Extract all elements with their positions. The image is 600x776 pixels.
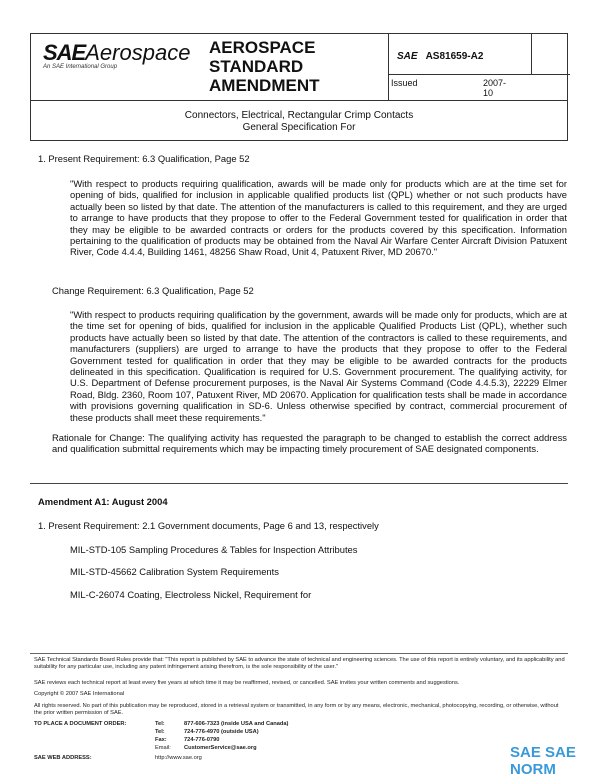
sae-small-logo: SAE [397,51,418,62]
title-line: AEROSPACE [209,38,316,57]
logo-subtitle: An SAE International Group [43,64,118,70]
divider [388,74,570,75]
doc-number-text: AS81659-A2 [425,51,484,62]
referenced-document: MIL-STD-105 Sampling Procedures & Tables for Inspection Attributes [70,544,358,555]
subject-line: Connectors, Electrical, Rectangular Crimp Contacts [184,110,414,121]
title-line: AMENDMENT [209,76,320,95]
present-requirement-text: "With respect to products requiring qualification, awards will be made only for products which are at the time set for opening of bids, qualified for inclusion in applicable qualified products list (QPL) whether or not such products have actually been so listed by that date. The attention of the manufacturers is called to this requirement, and they are urged to arrange to have products that they propose to offer to the Federal Government tested for qualification in order that they may be eligible to be awarded contracts or orders for the products covered by this specification. Information pertaining to the qualification of products may be obtained from the Naval Air Warfare Center Aircraft Division Patuxent River, Code 4.4.4, Building 1461, 48256 Shaw Road, Unit 4, Patuxent River, MD 20670." [70,178,567,258]
divider [388,34,389,100]
contact-key: Email: [155,745,171,751]
contact-email[interactable]: CustomerService@sae.org [184,745,257,751]
sae-aerospace-logo [43,40,190,70]
issued-label: Issued [391,78,418,88]
amendment-heading: Amendment A1: August 2004 [38,496,168,507]
referenced-document: MIL-STD-45662 Calibration System Requirements [70,566,279,577]
section-divider [30,483,568,484]
referenced-document: MIL-C-26074 Coating, Electroless Nickel, Requirement for [70,589,312,600]
document-type-title [209,38,320,95]
footer-copyright: Copyright © 2007 SAE International [34,691,125,697]
issued-date: 2007-10 [483,78,507,98]
document-subject [31,110,567,134]
contact-value: 724-776-0790 [184,737,220,743]
footer-rules: SAE Technical Standards Board Rules provide that: "This report is published by SAE to advance the state of technical and engineering sciences. The use of this report is entirely voluntary, and its applicability and suitability for any particular use, including any patent infringement arising therefrom, is the sole responsibility of the user." [34,657,565,671]
rationale-text: Rationale for Change: The qualifying activity has requested the paragraph to be changed to establish the correct address and qualification submittal requirements which may be impacting timely procurement of SAE designated components. [52,432,567,455]
footer-review: SAE reviews each technical report at least every five years at which time it may be reaffirmed, revised, or cancelled. SAE invites your written comments and suggestions. [34,680,460,686]
contact-key: Fax: [155,737,167,743]
change-requirement-text: "With respect to products requiring qualification by the government, awards will be made only for products, which are at the time set for opening of bids, qualified for inclusion in the applicable Qualified Products List (QPL), whether such products have actually been so listed by that date. The attention of the contractors is called to these requirements, and manufacturers (suppliers) are urged to arrange to have the products that they propose to offer to the Federal Government tested for qualification in order that they may be eligible to be awarded contracts for the products delineated in this specification. Qualification is required for U.S. Government procurement. The qualifying activity, for U.S. Department of Defense procurement purposes, is the Naval Air Systems Command (Code 4.4.5.3), 22229 Elmer Road, Bldg. 2360, Room 107, Patuxent River, MD 20670. Application for qualification tests shall be made in accordance with provisions governing qualification in SD-6. Unless otherwise specified by contract, commercial procurement of these products shall meet these requirements." [70,309,567,423]
sae-norm-watermark-logo: SAE SAE NORM [510,744,576,776]
document-header [30,33,568,141]
document-number [397,51,483,62]
title-line: STANDARD [209,57,304,76]
subject-line: General Specification For [242,122,356,133]
item-heading: 1. Present Requirement: 6.3 Qualification, Page 52 [38,153,250,164]
footer-divider [30,653,568,654]
contact-value: 724-776-4970 (outside USA) [184,729,259,735]
divider [531,34,532,74]
contact-key: Tel: [155,721,165,727]
issued-info [391,78,507,98]
logo-aerospace: Aerospace [85,40,191,65]
item-heading: 1. Present Requirement: 2.1 Government documents, Page 6 and 13, respectively [38,520,379,531]
web-label: SAE WEB ADDRESS: [34,755,92,761]
web-address-link[interactable]: http://www.sae.org [155,755,202,761]
change-heading: Change Requirement: 6.3 Qualification, Page 52 [52,285,254,296]
contact-value: 877-606-7323 (inside USA and Canada) [184,721,289,727]
contact-key: Tel: [155,729,165,735]
logo-sae: SAE [43,40,86,65]
order-label: TO PLACE A DOCUMENT ORDER: [34,721,127,727]
footer-rights: All rights reserved. No part of this publication may be reproduced, stored in a retrieval system or transmitted, in any form or by any means, electronic, mechanical, photocopying, recording, or otherwise, without the prior written permission of SAE. [34,703,559,717]
